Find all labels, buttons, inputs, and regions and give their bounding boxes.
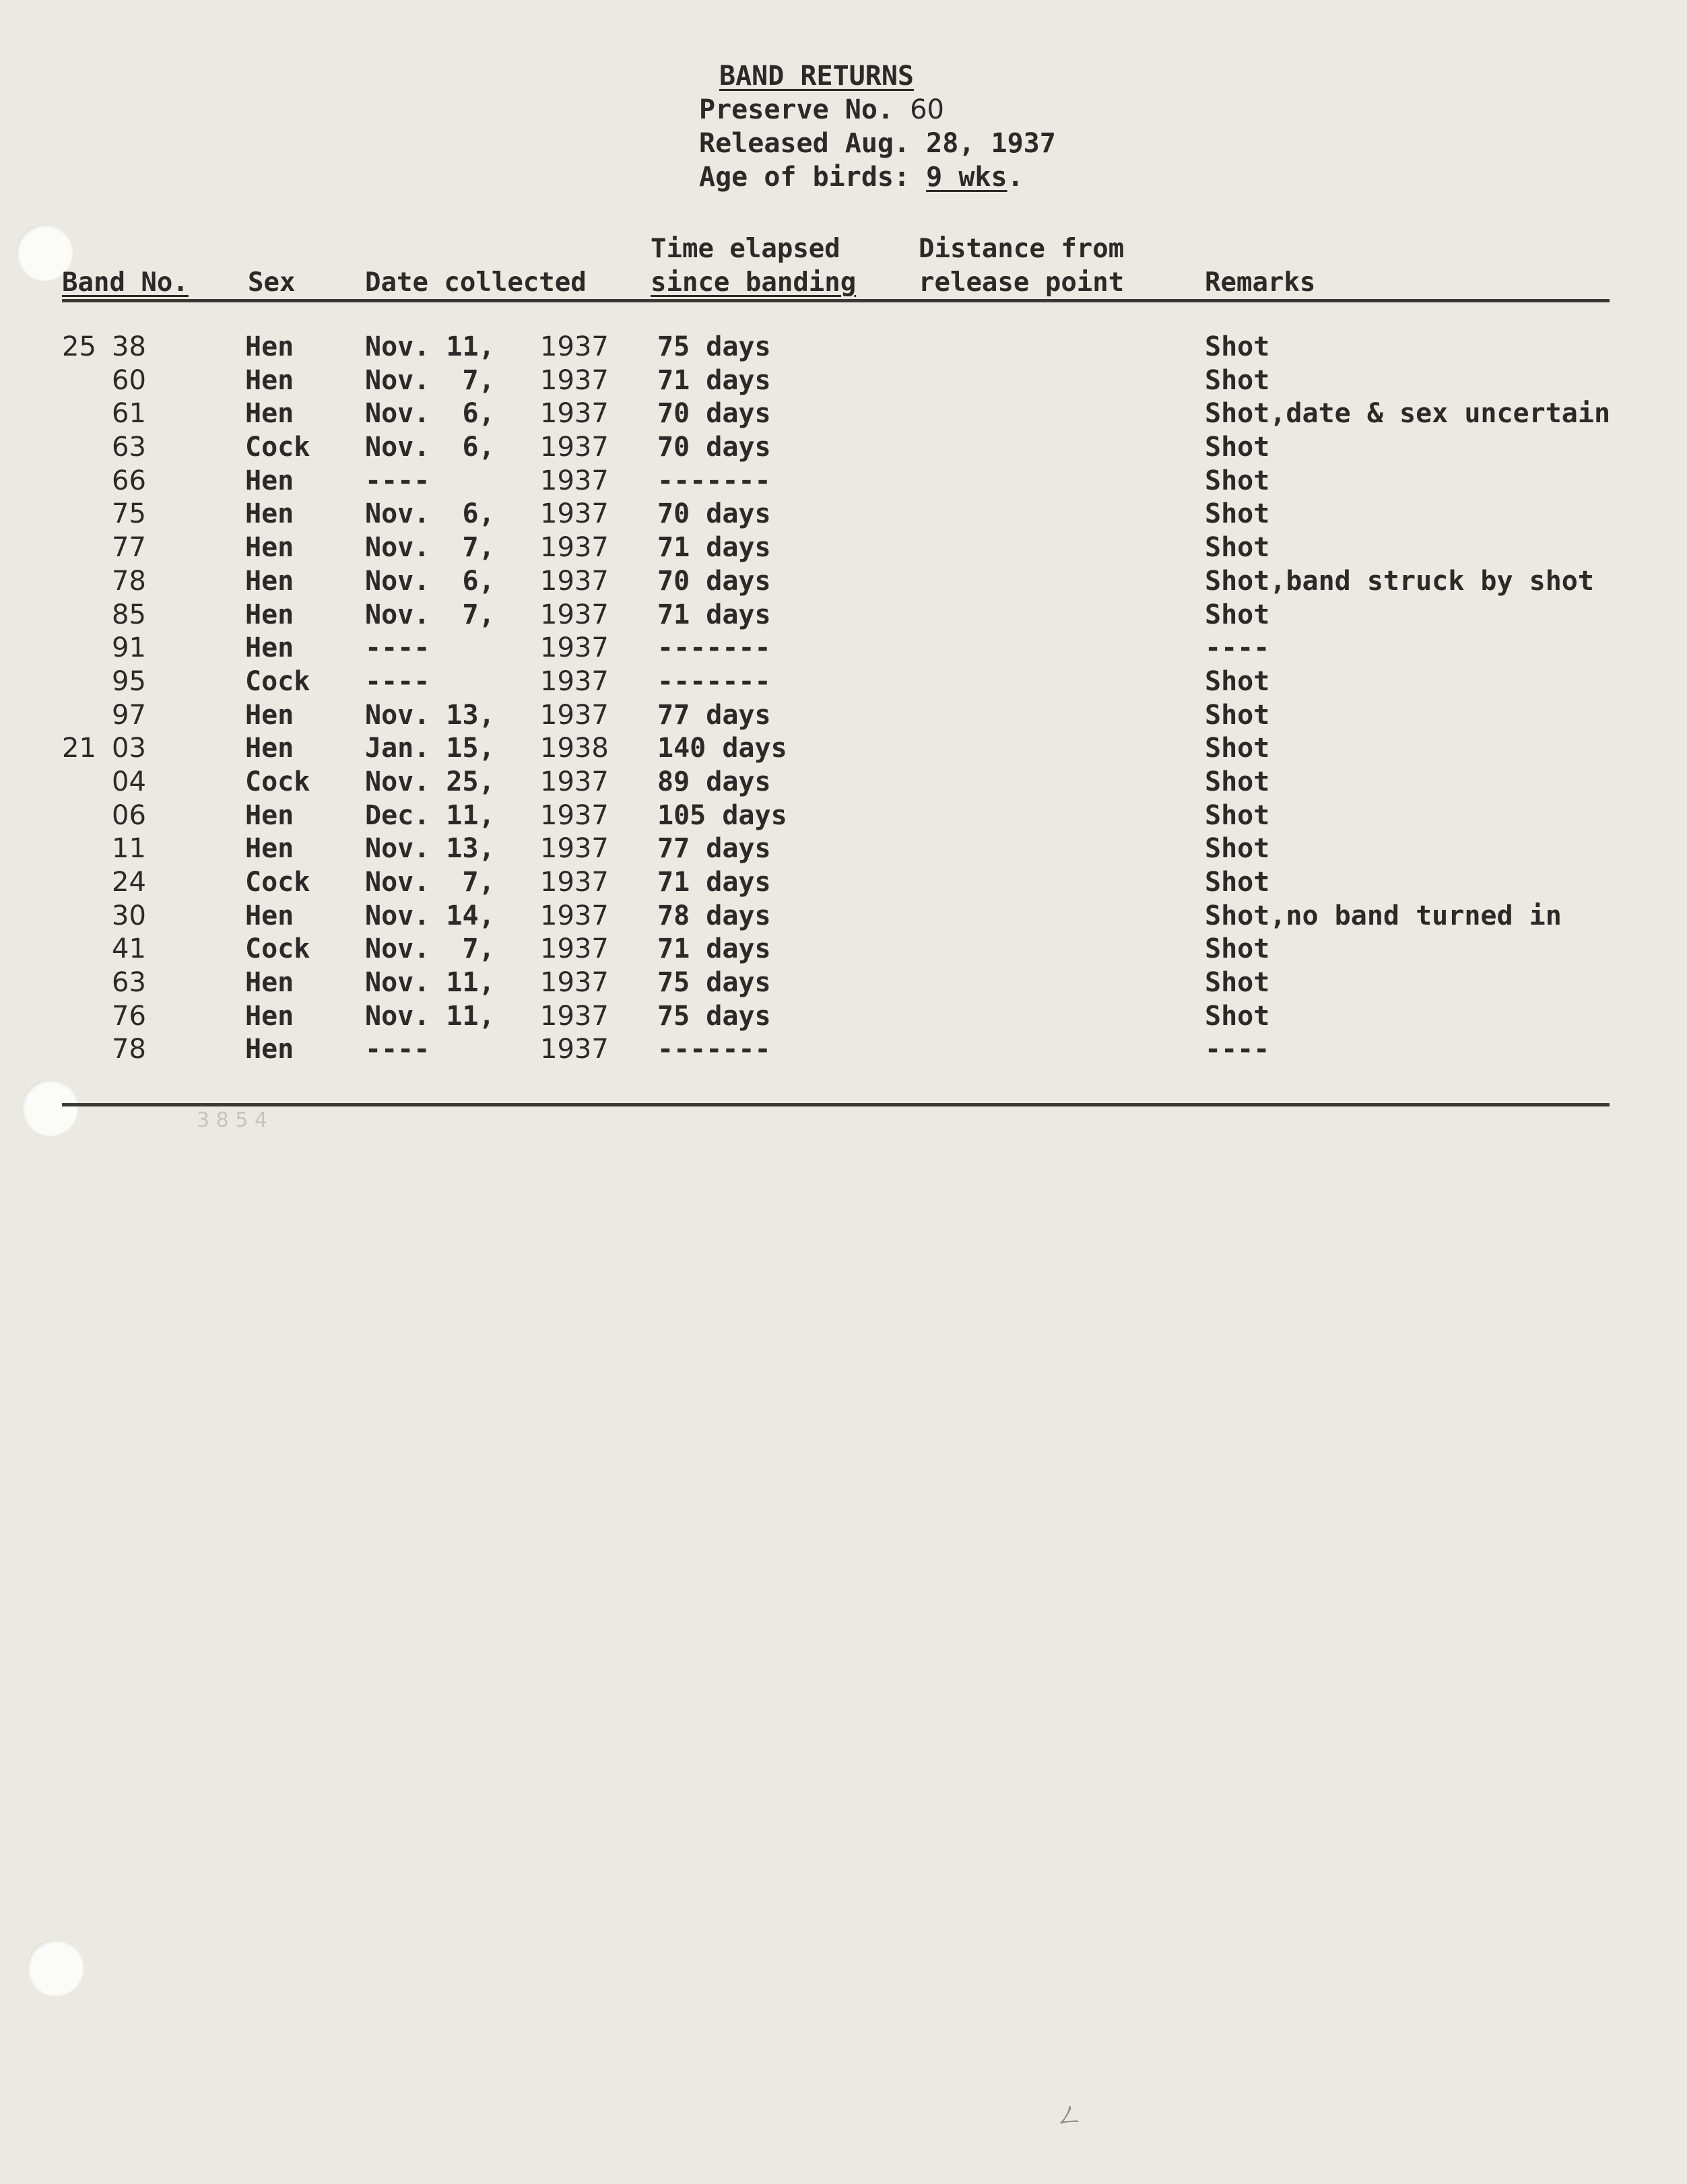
time-elapsed-cell: 71 days (657, 867, 771, 898)
table-row (0, 598, 1687, 632)
date-cell: ---- (365, 465, 430, 496)
time-elapsed-cell: 70 days (657, 432, 771, 463)
year-cell: 1937 (540, 665, 609, 697)
remarks-cell: Shot,band struck by shot (1205, 565, 1594, 597)
table-row (0, 698, 1687, 732)
remarks-cell: Shot (1205, 833, 1270, 865)
table-row (0, 430, 1687, 464)
sex-cell: Cock (245, 933, 310, 965)
band-number: 91 (112, 632, 146, 664)
year-cell: 1937 (540, 967, 609, 999)
sex-cell: Hen (245, 599, 294, 630)
date-cell: Dec. 11, (365, 799, 495, 831)
col-header-distance-line1: Distance from (919, 234, 1125, 264)
time-elapsed-cell: 75 days (657, 967, 771, 999)
table-row (0, 966, 1687, 999)
col-header-date-collected: Date collected (365, 267, 587, 298)
remarks-cell: Shot (1205, 1000, 1270, 1032)
band-number: 06 (112, 799, 146, 831)
band-number: 24 (112, 867, 146, 898)
document-header (699, 59, 1056, 194)
remarks-cell: Shot (1205, 867, 1270, 898)
date-cell: Nov. 7, (365, 364, 495, 396)
sex-cell: Hen (245, 398, 294, 430)
date-cell: Nov. 14, (365, 900, 495, 931)
time-elapsed-cell: 70 days (657, 398, 771, 430)
col-header-time-elapsed-line2: since banding (651, 267, 857, 298)
date-cell: Nov. 25, (365, 766, 495, 797)
binder-hole-middle (22, 1080, 78, 1136)
sex-cell: Hen (245, 364, 294, 396)
time-elapsed-cell: 75 days (657, 1000, 771, 1032)
band-number: 38 (112, 331, 146, 362)
time-elapsed-cell: 71 days (657, 933, 771, 965)
time-elapsed-cell: 71 days (657, 599, 771, 630)
band-number: 66 (112, 465, 146, 496)
time-elapsed-cell: ------- (657, 465, 771, 496)
remarks-cell: Shot,date & sex uncertain (1205, 398, 1611, 430)
remarks-cell: Shot (1205, 699, 1270, 731)
year-cell: 1937 (540, 398, 609, 430)
time-elapsed-cell: 140 days (657, 733, 787, 764)
year-cell: 1937 (540, 699, 609, 731)
band-number: 63 (112, 967, 146, 999)
band-number: 04 (112, 766, 146, 797)
sex-cell: Hen (245, 1000, 294, 1032)
sex-cell: Hen (245, 565, 294, 597)
band-number: 61 (112, 398, 146, 430)
remarks-cell: Shot (1205, 933, 1270, 965)
remarks-cell: Shot,no band turned in (1205, 900, 1562, 931)
band-number: 95 (112, 665, 146, 697)
year-cell: 1937 (540, 867, 609, 898)
table-row (0, 631, 1687, 665)
table-row (0, 832, 1687, 865)
time-elapsed-cell: 77 days (657, 833, 771, 865)
col-header-distance-line2: release point (919, 267, 1125, 298)
year-cell: 1937 (540, 331, 609, 362)
time-elapsed-cell: 70 days (657, 498, 771, 530)
year-cell: 1937 (540, 599, 609, 630)
year-cell: 1937 (540, 1000, 609, 1032)
faint-pencil-note: 3 8 5 4 (197, 1108, 267, 1132)
time-elapsed-cell: ------- (657, 1034, 771, 1065)
table-row (0, 932, 1687, 966)
remarks-cell: ---- (1205, 632, 1270, 664)
remarks-cell: Shot (1205, 498, 1270, 530)
remarks-cell: Shot (1205, 665, 1270, 697)
remarks-cell: Shot (1205, 364, 1270, 396)
band-number: 75 (112, 498, 146, 530)
band-number: 85 (112, 599, 146, 630)
time-elapsed-cell: 75 days (657, 331, 771, 362)
preserve-number: Preserve No. 60 (699, 94, 944, 125)
date-cell: Nov. 7, (365, 599, 495, 630)
band-number: 97 (112, 699, 146, 731)
table-row (0, 665, 1687, 698)
band-number: 30 (112, 900, 146, 931)
year-cell: 1937 (540, 498, 609, 530)
remarks-cell: Shot (1205, 532, 1270, 564)
sex-cell: Hen (245, 465, 294, 496)
table-row (0, 899, 1687, 933)
time-elapsed-cell: 70 days (657, 565, 771, 597)
remarks-cell: Shot (1205, 599, 1270, 630)
table-row (0, 564, 1687, 598)
sex-cell: Hen (245, 532, 294, 564)
remarks-cell: Shot (1205, 766, 1270, 797)
table-row (0, 865, 1687, 899)
corner-check-mark: ㄥ (1055, 2098, 1084, 2132)
year-cell: 1938 (540, 733, 609, 764)
band-number: 63 (112, 432, 146, 463)
band-returns-table (0, 330, 1687, 1066)
sex-cell: Hen (245, 733, 294, 764)
table-row (0, 330, 1687, 364)
remarks-cell: Shot (1205, 733, 1270, 764)
remarks-cell: Shot (1205, 331, 1270, 362)
table-row (0, 531, 1687, 564)
band-number: 78 (112, 565, 146, 597)
sex-cell: Hen (245, 632, 294, 664)
col-header-time-elapsed-line1: Time elapsed (651, 234, 840, 264)
table-row (0, 799, 1687, 832)
date-cell: Nov. 6, (365, 498, 495, 530)
table-row (0, 731, 1687, 765)
remarks-cell: Shot (1205, 465, 1270, 496)
band-number: 60 (112, 364, 146, 396)
col-header-sex: Sex (248, 267, 296, 298)
remarks-cell: Shot (1205, 432, 1270, 463)
date-cell: Nov. 7, (365, 532, 495, 564)
year-cell: 1937 (540, 833, 609, 865)
band-number: 03 (112, 733, 146, 764)
year-cell: 1937 (540, 364, 609, 396)
table-row (0, 364, 1687, 397)
band-number: 11 (112, 833, 146, 865)
header-rule (62, 299, 1610, 302)
band-number: 41 (112, 933, 146, 965)
band-number: 77 (112, 532, 146, 564)
date-cell: Nov. 6, (365, 398, 495, 430)
date-cell: ---- (365, 632, 430, 664)
table-row (0, 497, 1687, 531)
sex-cell: Hen (245, 967, 294, 999)
remarks-cell: Shot (1205, 967, 1270, 999)
table-row (0, 464, 1687, 498)
date-cell: Nov. 11, (365, 1000, 495, 1032)
table-row (0, 397, 1687, 430)
year-cell: 1937 (540, 632, 609, 664)
sex-cell: Hen (245, 498, 294, 530)
band-number: 78 (112, 1034, 146, 1065)
sex-cell: Hen (245, 699, 294, 731)
band-number: 76 (112, 1000, 146, 1032)
date-cell: Nov. 6, (365, 565, 495, 597)
year-cell: 1937 (540, 933, 609, 965)
bird-age: Age of birds: 9 wks. (699, 162, 1024, 193)
year-cell: 1937 (540, 432, 609, 463)
sex-cell: Hen (245, 331, 294, 362)
year-cell: 1937 (540, 766, 609, 797)
year-cell: 1937 (540, 799, 609, 831)
date-cell: Nov. 11, (365, 967, 495, 999)
date-cell: Nov. 7, (365, 933, 495, 965)
sex-cell: Hen (245, 900, 294, 931)
time-elapsed-cell: 78 days (657, 900, 771, 931)
date-cell: Nov. 13, (365, 833, 495, 865)
sex-cell: Hen (245, 833, 294, 865)
date-cell: Nov. 6, (365, 432, 495, 463)
date-cell: Nov. 7, (365, 867, 495, 898)
date-cell: ---- (365, 665, 430, 697)
remarks-cell: Shot (1205, 799, 1270, 831)
date-cell: Nov. 11, (365, 331, 495, 362)
col-header-band-no: Band No. (62, 267, 189, 298)
date-cell: Jan. 15, (365, 733, 495, 764)
year-cell: 1937 (540, 565, 609, 597)
time-elapsed-cell: 71 days (657, 364, 771, 396)
document-title: BAND RETURNS (719, 61, 914, 92)
sex-cell: Cock (245, 766, 310, 797)
date-cell: Nov. 13, (365, 699, 495, 731)
sex-cell: Cock (245, 432, 310, 463)
year-cell: 1937 (540, 1034, 609, 1065)
year-cell: 1937 (540, 465, 609, 496)
remarks-cell: ---- (1205, 1034, 1270, 1065)
band-prefix: 21 (62, 733, 96, 764)
time-elapsed-cell: ------- (657, 665, 771, 697)
year-cell: 1937 (540, 900, 609, 931)
time-elapsed-cell: ------- (657, 632, 771, 664)
footer-rule (62, 1103, 1610, 1106)
year-cell: 1937 (540, 532, 609, 564)
time-elapsed-cell: 105 days (657, 799, 787, 831)
release-date: Released Aug. 28, 1937 (699, 128, 1056, 159)
band-prefix: 25 (62, 331, 96, 362)
date-cell: ---- (365, 1034, 430, 1065)
table-row (0, 765, 1687, 799)
sex-cell: Cock (245, 867, 310, 898)
table-row (0, 1032, 1687, 1066)
time-elapsed-cell: 77 days (657, 699, 771, 731)
col-header-remarks: Remarks (1205, 267, 1316, 298)
time-elapsed-cell: 89 days (657, 766, 771, 797)
sex-cell: Cock (245, 665, 310, 697)
table-row (0, 999, 1687, 1033)
binder-hole-bottom (27, 1940, 84, 1996)
sex-cell: Hen (245, 1034, 294, 1065)
time-elapsed-cell: 71 days (657, 532, 771, 564)
sex-cell: Hen (245, 799, 294, 831)
